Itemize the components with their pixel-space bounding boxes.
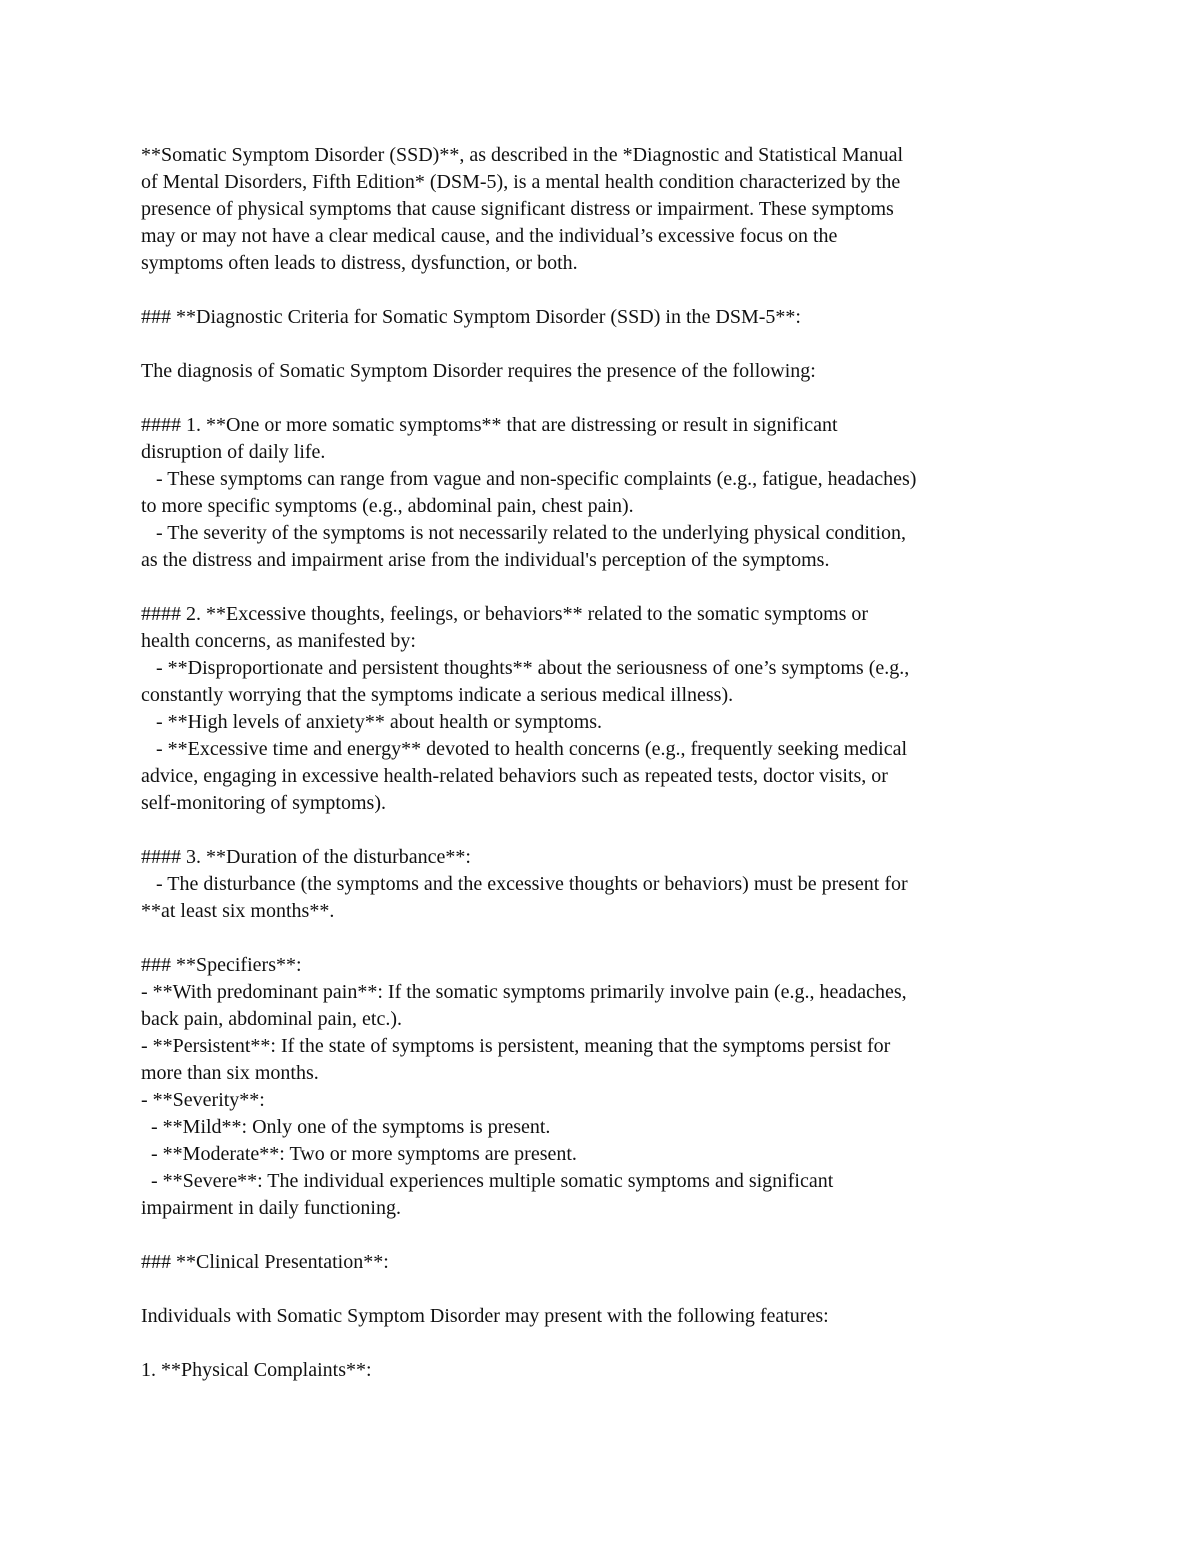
text-line: advice, engaging in excessive health-related behaviors such as repeated tests, doctor visits, or: [141, 765, 888, 787]
text-line: may or may not have a clear medical cause, and the individual’s excessive focus on the: [141, 225, 838, 247]
criterion-1: [141, 412, 1071, 574]
criteria-intro: The diagnosis of Somatic Symptom Disorder requires the presence of the following:: [141, 360, 816, 382]
text-line: #### 1. **One or more somatic symptoms** that are distressing or result in significant: [141, 414, 838, 436]
criterion-2: [141, 601, 1071, 817]
text-line: to more specific symptoms (e.g., abdominal pain, chest pain).: [141, 495, 634, 517]
text-line: symptoms often leads to distress, dysfunction, or both.: [141, 252, 578, 274]
text-line: - **Disproportionate and persistent thoughts** about the seriousness of one’s symptoms (e.g.,: [141, 657, 910, 679]
text-line: - **Persistent**: If the state of symptoms is persistent, meaning that the symptoms persist for: [141, 1035, 891, 1057]
text-line: health concerns, as manifested by:: [141, 630, 416, 652]
spacer: [141, 385, 1071, 412]
text-line: - **Excessive time and energy** devoted to health concerns (e.g., frequently seeking medical: [141, 738, 908, 760]
text-line: more than six months.: [141, 1062, 319, 1084]
spacer: [141, 1222, 1071, 1249]
text-line: back pain, abdominal pain, etc.).: [141, 1008, 403, 1030]
spacer: [141, 277, 1071, 304]
text-line: #### 2. **Excessive thoughts, feelings, or behaviors** related to the somatic symptoms or: [141, 603, 869, 625]
heading-diagnostic-criteria: ### **Diagnostic Criteria for Somatic Symptom Disorder (SSD) in the DSM-5**:: [141, 306, 801, 328]
spacer: [141, 925, 1071, 952]
text-line: - **With predominant pain**: If the somatic symptoms primarily involve pain (e.g., headaches,: [141, 981, 907, 1003]
text-line: of Mental Disorders, Fifth Edition* (DSM-5), is a mental health condition characterized by the: [141, 171, 901, 193]
text-line: as the distress and impairment arise from the individual's perception of the symptoms.: [141, 549, 830, 571]
text-line: - **High levels of anxiety** about health or symptoms.: [141, 711, 603, 733]
intro-paragraph: [141, 142, 1071, 277]
spacer: [141, 574, 1071, 601]
spacer: [141, 1276, 1071, 1303]
text-line: - The severity of the symptoms is not necessarily related to the underlying physical condition,: [141, 522, 907, 544]
spacer: [141, 331, 1071, 358]
heading-specifiers: ### **Specifiers**:: [141, 954, 302, 976]
text-line: #### 3. **Duration of the disturbance**:: [141, 846, 471, 868]
text-line: - **Moderate**: Two or more symptoms are present.: [141, 1143, 577, 1165]
document-body: [141, 142, 1071, 1384]
text-line: - The disturbance (the symptoms and the excessive thoughts or behaviors) must be present for: [141, 873, 908, 895]
text-line: - **Severe**: The individual experiences multiple somatic symptoms and significant: [141, 1170, 834, 1192]
heading-clinical-presentation: ### **Clinical Presentation**:: [141, 1251, 389, 1273]
criterion-3: [141, 844, 1071, 925]
text-line: constantly worrying that the symptoms indicate a serious medical illness).: [141, 684, 734, 706]
text-line: - **Mild**: Only one of the symptoms is present.: [141, 1116, 551, 1138]
text-line: impairment in daily functioning.: [141, 1197, 401, 1219]
spacer: [141, 1330, 1071, 1357]
text-line: self-monitoring of symptoms).: [141, 792, 386, 814]
spacer: [141, 817, 1071, 844]
text-line: - **Severity**:: [141, 1089, 265, 1111]
text-line: - These symptoms can range from vague and non-specific complaints (e.g., fatigue, headaches): [141, 468, 917, 490]
specifiers-section: [141, 952, 1071, 1222]
text-line: **Somatic Symptom Disorder (SSD)**, as described in the *Diagnostic and Statistical Manual: [141, 144, 904, 166]
text-line: presence of physical symptoms that cause significant distress or impairment. These symptoms: [141, 198, 894, 220]
text-line: disruption of daily life.: [141, 441, 326, 463]
text-line: **at least six months**.: [141, 900, 335, 922]
list-item-physical-complaints: 1. **Physical Complaints**:: [141, 1359, 372, 1381]
clinical-intro: Individuals with Somatic Symptom Disorder may present with the following features:: [141, 1305, 829, 1327]
